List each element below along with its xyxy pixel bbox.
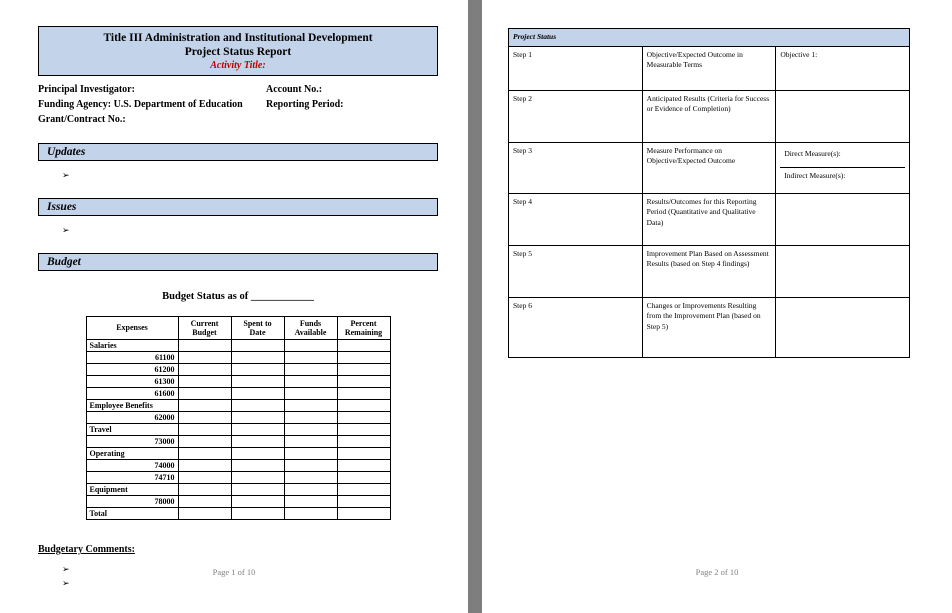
budget-input-cell[interactable] <box>337 460 390 472</box>
section-header-updates: Updates <box>38 143 438 161</box>
step-description: Improvement Plan Based on Assessment Results (based on Step 4 findings) <box>642 245 776 297</box>
column-header-current-budget: Current Budget <box>178 317 231 340</box>
page-1 <box>0 0 468 613</box>
budget-input-cell[interactable] <box>284 412 337 424</box>
budget-input-cell[interactable] <box>231 364 284 376</box>
budget-input-cell[interactable] <box>178 352 231 364</box>
step-response-cell[interactable] <box>776 245 910 297</box>
project-status-row <box>509 90 910 142</box>
budget-input-cell[interactable] <box>337 352 390 364</box>
budget-input-cell[interactable] <box>231 412 284 424</box>
step-description: Measure Performance on Objective/Expected Outcome <box>642 142 776 193</box>
budget-input-cell[interactable] <box>178 376 231 388</box>
budget-input-cell[interactable] <box>178 340 231 352</box>
budget-category-label: Salaries <box>86 340 178 352</box>
budget-status-label: Budget Status as of ____________ <box>162 291 314 302</box>
account-no-label: Account No.: <box>266 84 323 95</box>
budget-row <box>86 400 390 412</box>
budget-input-cell[interactable] <box>231 340 284 352</box>
budget-input-cell[interactable] <box>337 412 390 424</box>
budget-input-cell[interactable] <box>284 472 337 484</box>
budget-account-code: 61600 <box>86 388 178 400</box>
budget-input-cell[interactable] <box>231 460 284 472</box>
budget-input-cell[interactable] <box>337 448 390 460</box>
activity-title-label: Activity Title: <box>210 60 266 71</box>
budget-input-cell[interactable] <box>284 364 337 376</box>
step-number: Step 4 <box>509 193 643 245</box>
budget-input-cell[interactable] <box>231 496 284 508</box>
budget-input-cell[interactable] <box>284 400 337 412</box>
project-status-row <box>509 297 910 357</box>
budget-category-label: Operating <box>86 448 178 460</box>
budget-account-code: 74710 <box>86 472 178 484</box>
step-number: Step 5 <box>509 245 643 297</box>
page-2-footer: Page 2 of 10 <box>695 567 739 577</box>
budget-category-label: Travel <box>86 424 178 436</box>
budget-table-header-row <box>86 317 390 340</box>
section-header-issues: Issues <box>38 198 438 216</box>
budget-input-cell[interactable] <box>284 340 337 352</box>
budget-input-cell[interactable] <box>337 436 390 448</box>
step-number: Step 3 <box>509 142 643 193</box>
updates-bullet <box>38 170 438 182</box>
arrow-bullet-icon: ➢ <box>62 171 70 181</box>
budget-input-cell[interactable] <box>284 460 337 472</box>
step-description: Results/Outcomes for this Reporting Period (Quantitative and Qualitative Data) <box>642 193 776 245</box>
budget-account-code: 61200 <box>86 364 178 376</box>
budget-input-cell[interactable] <box>337 376 390 388</box>
project-status-row <box>509 245 910 297</box>
budget-input-cell[interactable] <box>178 436 231 448</box>
step-response-cell[interactable] <box>776 90 910 142</box>
budget-input-cell[interactable] <box>284 424 337 436</box>
column-header-funds-available: Funds Available <box>284 317 337 340</box>
budget-input-cell[interactable] <box>178 412 231 424</box>
budget-input-cell[interactable] <box>337 424 390 436</box>
budget-input-cell[interactable] <box>231 448 284 460</box>
project-status-row <box>509 193 910 245</box>
arrow-bullet-icon: ➢ <box>62 579 70 589</box>
budget-table-body <box>86 340 390 520</box>
budget-input-cell[interactable] <box>337 388 390 400</box>
budget-row <box>86 508 390 520</box>
budget-row <box>86 436 390 448</box>
step-number: Step 6 <box>509 297 643 357</box>
budget-row <box>86 496 390 508</box>
step-description: Changes or Improvements Resulting from the Improvement Plan (based on Step 5) <box>642 297 776 357</box>
arrow-bullet-icon: ➢ <box>62 226 70 236</box>
budget-row <box>86 484 390 496</box>
budget-row <box>86 472 390 484</box>
budget-input-cell[interactable] <box>337 496 390 508</box>
project-status-row <box>509 46 910 90</box>
project-status-row <box>509 142 910 193</box>
budget-category-label: Total <box>86 508 178 520</box>
budget-input-cell[interactable] <box>284 388 337 400</box>
issues-bullet <box>38 225 438 237</box>
budget-input-cell[interactable] <box>178 388 231 400</box>
field-row-2 <box>38 97 438 112</box>
page-1-footer: Page 1 of 10 <box>212 567 256 577</box>
budget-input-cell[interactable] <box>231 400 284 412</box>
budget-row <box>86 412 390 424</box>
budget-input-cell[interactable] <box>178 508 231 520</box>
budget-input-cell[interactable] <box>178 472 231 484</box>
reporting-period-label: Reporting Period: <box>266 99 344 110</box>
budget-input-cell[interactable] <box>231 436 284 448</box>
budget-row <box>86 376 390 388</box>
indirect-measure-field[interactable]: Indirect Measure(s): <box>784 170 846 180</box>
budget-row <box>86 364 390 376</box>
funding-agency-label: Funding Agency: U.S. Department of Education <box>38 99 243 110</box>
budget-account-code: 62000 <box>86 412 178 424</box>
budget-account-code: 78000 <box>86 496 178 508</box>
budget-input-cell[interactable] <box>231 472 284 484</box>
section-header-budget: Budget <box>38 253 438 271</box>
document-header <box>38 26 438 76</box>
budget-input-cell[interactable] <box>337 364 390 376</box>
step-response-cell[interactable] <box>776 297 910 357</box>
budget-input-cell[interactable] <box>178 496 231 508</box>
budget-input-cell[interactable] <box>284 484 337 496</box>
arrow-bullet-icon: ➢ <box>62 565 70 575</box>
step-response-cell[interactable]: Objective 1: <box>776 46 910 90</box>
principal-investigator-label: Principal Investigator: <box>38 84 135 95</box>
budget-input-cell[interactable] <box>284 448 337 460</box>
project-status-title-row <box>509 29 910 47</box>
budget-account-code: 61100 <box>86 352 178 364</box>
budget-input-cell[interactable] <box>178 400 231 412</box>
field-row-1 <box>38 82 438 97</box>
step-number: Step 2 <box>509 90 643 142</box>
budget-row <box>86 340 390 352</box>
budget-input-cell[interactable] <box>284 496 337 508</box>
budget-input-cell[interactable] <box>178 364 231 376</box>
budget-input-cell[interactable] <box>231 388 284 400</box>
budget-input-cell[interactable] <box>231 424 284 436</box>
budget-category-label: Employee Benefits <box>86 400 178 412</box>
document-title-line2: Project Status Report <box>184 46 292 58</box>
budget-row <box>86 388 390 400</box>
budget-account-code: 73000 <box>86 436 178 448</box>
budget-input-cell[interactable] <box>337 340 390 352</box>
budget-input-cell[interactable] <box>337 484 390 496</box>
budget-input-cell[interactable] <box>231 484 284 496</box>
field-row-3 <box>38 112 438 127</box>
budget-input-cell[interactable] <box>284 376 337 388</box>
budget-row <box>86 424 390 436</box>
project-status-title: Project Status <box>509 29 910 47</box>
grant-contract-no-label: Grant/Contract No.: <box>38 114 126 125</box>
budget-row <box>86 352 390 364</box>
budget-input-cell[interactable] <box>337 400 390 412</box>
budget-account-code: 61300 <box>86 376 178 388</box>
budget-input-cell[interactable] <box>178 484 231 496</box>
step-description: Anticipated Results (Criteria for Success or Evidence of Completion) <box>642 90 776 142</box>
header-fields <box>38 82 438 127</box>
budget-category-label: Equipment <box>86 484 178 496</box>
project-status-body <box>509 46 910 357</box>
budgetary-comments-bullet-2 <box>38 578 438 590</box>
budget-input-cell[interactable] <box>337 472 390 484</box>
budget-input-cell[interactable] <box>337 508 390 520</box>
direct-measure-field[interactable]: Direct Measure(s): <box>780 146 905 168</box>
budget-input-cell[interactable] <box>178 448 231 460</box>
budget-input-cell[interactable] <box>231 508 284 520</box>
budget-row <box>86 460 390 472</box>
budget-input-cell[interactable] <box>178 424 231 436</box>
budget-input-cell[interactable] <box>284 352 337 364</box>
column-header-percent-remaining: Percent Remaining <box>337 317 390 340</box>
budget-input-cell[interactable] <box>178 460 231 472</box>
column-header-spent-to-date: Spent to Date <box>231 317 284 340</box>
budget-input-cell[interactable] <box>231 352 284 364</box>
budgetary-comments-label: Budgetary Comments: <box>38 544 135 555</box>
page-2 <box>482 0 952 613</box>
step-response-cell-split <box>776 142 910 193</box>
step-description: Objective/Expected Outcome in Measurable Terms <box>642 46 776 90</box>
budget-input-cell[interactable] <box>231 376 284 388</box>
budget-row <box>86 448 390 460</box>
budget-table <box>86 316 391 520</box>
budget-input-cell[interactable] <box>284 508 337 520</box>
document-title-line1: Title III Administration and Institutional Development <box>103 32 373 44</box>
budget-account-code: 74000 <box>86 460 178 472</box>
step-number: Step 1 <box>509 46 643 90</box>
column-header-expenses: Expenses <box>86 317 178 340</box>
step-response-cell[interactable] <box>776 193 910 245</box>
project-status-table <box>508 28 910 358</box>
budget-input-cell[interactable] <box>284 436 337 448</box>
